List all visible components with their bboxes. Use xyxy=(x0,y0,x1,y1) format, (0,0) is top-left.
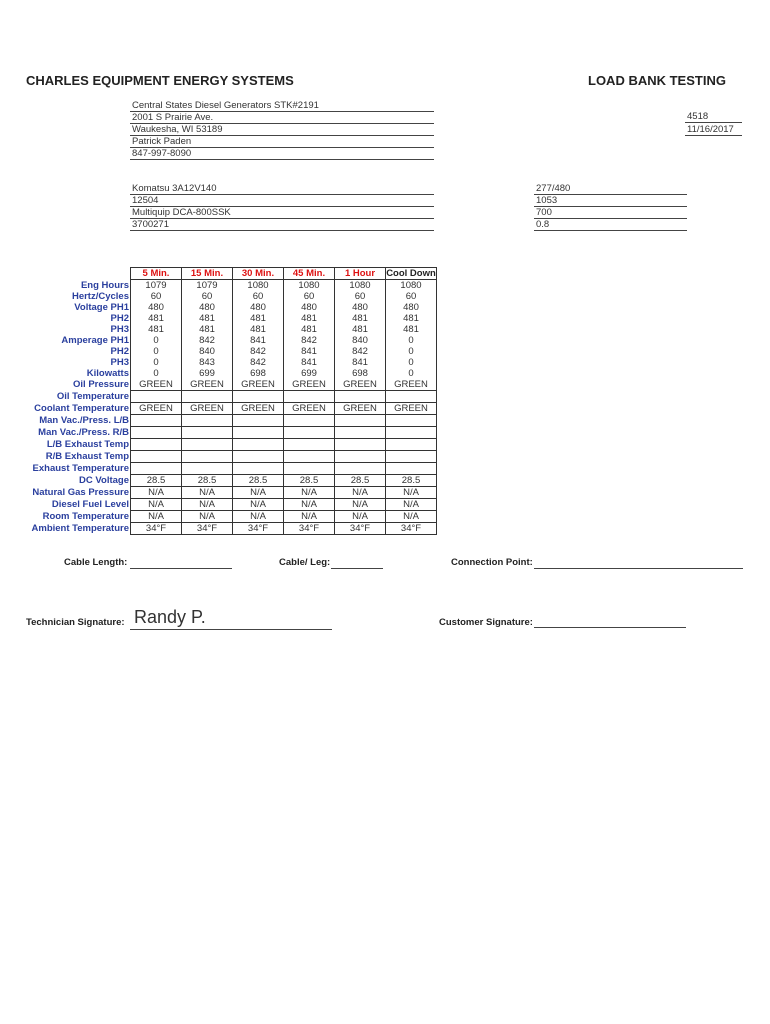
reading-cell[interactable] xyxy=(386,463,437,475)
unit-spec-value: 3700271 xyxy=(130,219,434,231)
reading-cell[interactable]: 481 xyxy=(233,313,284,324)
reading-cell[interactable]: 28.5 xyxy=(284,475,335,487)
test-date-value: 11/16/2017 xyxy=(685,124,742,136)
reading-cell[interactable]: 34°F xyxy=(182,523,233,535)
reading-cell[interactable] xyxy=(386,427,437,439)
reading-cell[interactable] xyxy=(233,451,284,463)
readings-header-row xyxy=(22,268,437,280)
reading-cell[interactable]: 0 xyxy=(386,368,437,379)
reading-cell[interactable] xyxy=(335,427,386,439)
row-label: Diesel Fuel Level xyxy=(22,499,131,511)
reading-cell[interactable]: 28.5 xyxy=(131,475,182,487)
reading-cell[interactable]: 480 xyxy=(233,302,284,313)
reading-cell[interactable]: 60 xyxy=(386,291,437,302)
table-row xyxy=(22,499,437,511)
reading-cell[interactable]: 480 xyxy=(182,302,233,313)
col-1-hour: 1 Hour xyxy=(335,268,386,280)
reading-cell[interactable]: 0 xyxy=(131,346,182,357)
reading-cell[interactable]: GREEN xyxy=(284,379,335,391)
reading-cell[interactable]: 840 xyxy=(335,335,386,346)
row-label: DC Voltage xyxy=(22,475,131,487)
row-label: Ambient Temperature xyxy=(22,523,131,535)
reading-cell[interactable]: 699 xyxy=(182,368,233,379)
reading-cell[interactable]: 28.5 xyxy=(335,475,386,487)
row-label: PH2 xyxy=(22,346,131,357)
row-label: R/B Exhaust Temp xyxy=(22,451,131,463)
kilowatts-value: 700 xyxy=(534,207,687,219)
reading-cell[interactable]: N/A xyxy=(182,487,233,499)
row-label: Amperage PH1 xyxy=(22,335,131,346)
reading-cell[interactable]: 60 xyxy=(233,291,284,302)
reading-cell[interactable]: 60 xyxy=(131,291,182,302)
reading-cell[interactable]: 842 xyxy=(182,335,233,346)
reading-cell[interactable]: GREEN xyxy=(386,403,437,415)
reading-cell[interactable]: 34°F xyxy=(284,523,335,535)
row-label: Voltage PH1 xyxy=(22,302,131,313)
reading-cell[interactable] xyxy=(233,415,284,427)
reading-cell[interactable]: 1080 xyxy=(233,280,284,292)
amperage-value: 1053 xyxy=(534,195,687,207)
reading-cell[interactable]: 481 xyxy=(386,313,437,324)
reading-cell[interactable]: GREEN xyxy=(335,379,386,391)
reading-cell[interactable] xyxy=(182,439,233,451)
row-label: Hertz/Cycles xyxy=(22,291,131,302)
reading-cell[interactable]: GREEN xyxy=(131,403,182,415)
reading-cell[interactable]: N/A xyxy=(131,511,182,523)
table-row xyxy=(22,403,437,415)
reading-cell[interactable]: 60 xyxy=(284,291,335,302)
reading-cell[interactable] xyxy=(182,451,233,463)
row-label: Eng Hours xyxy=(22,280,131,292)
reading-cell[interactable]: 481 xyxy=(131,313,182,324)
reading-cell[interactable]: 481 xyxy=(386,324,437,335)
reading-cell[interactable]: GREEN xyxy=(233,379,284,391)
reading-cell[interactable]: 0 xyxy=(131,368,182,379)
reading-cell[interactable] xyxy=(284,427,335,439)
reading-cell[interactable] xyxy=(182,463,233,475)
reading-cell[interactable]: 480 xyxy=(284,302,335,313)
table-row xyxy=(22,357,437,368)
reading-cell[interactable] xyxy=(233,391,284,403)
customer-value: Central States Diesel Generators STK#2191 xyxy=(130,100,434,112)
reading-cell[interactable]: 0 xyxy=(386,346,437,357)
reading-cell[interactable] xyxy=(131,427,182,439)
reading-cell[interactable]: 841 xyxy=(284,357,335,368)
col-15-min: 15 Min. xyxy=(182,268,233,280)
reading-cell[interactable] xyxy=(233,463,284,475)
reading-cell[interactable] xyxy=(182,415,233,427)
reading-cell[interactable]: 841 xyxy=(284,346,335,357)
reading-cell[interactable]: N/A xyxy=(233,499,284,511)
reading-cell[interactable]: 60 xyxy=(335,291,386,302)
row-label: PH3 xyxy=(22,324,131,335)
reading-cell[interactable]: 480 xyxy=(386,302,437,313)
reading-cell[interactable] xyxy=(386,415,437,427)
reading-cell[interactable]: GREEN xyxy=(131,379,182,391)
table-row xyxy=(22,427,437,439)
reading-cell[interactable]: 698 xyxy=(335,368,386,379)
table-row xyxy=(22,523,437,535)
reading-cell[interactable]: N/A xyxy=(233,511,284,523)
connection-point-label: Connection Point: xyxy=(451,557,533,568)
reading-cell[interactable]: N/A xyxy=(284,499,335,511)
reading-cell[interactable] xyxy=(386,391,437,403)
reading-cell[interactable] xyxy=(131,463,182,475)
reading-cell[interactable]: 699 xyxy=(284,368,335,379)
row-label: Room Temperature xyxy=(22,511,131,523)
table-row xyxy=(22,346,437,357)
col-45-min: 45 Min. xyxy=(284,268,335,280)
reading-cell[interactable] xyxy=(335,391,386,403)
reading-cell[interactable]: GREEN xyxy=(284,403,335,415)
row-label: Oil Temperature xyxy=(22,391,131,403)
reading-cell[interactable]: 1080 xyxy=(284,280,335,292)
reading-cell[interactable] xyxy=(386,439,437,451)
reading-cell[interactable]: N/A xyxy=(335,487,386,499)
reading-cell[interactable]: 481 xyxy=(233,324,284,335)
company-name: CHARLES EQUIPMENT ENERGY SYSTEMS xyxy=(26,73,294,88)
reading-cell[interactable]: GREEN xyxy=(335,403,386,415)
reading-cell[interactable]: 28.5 xyxy=(386,475,437,487)
row-label: Coolant Temperature xyxy=(22,403,131,415)
reading-cell[interactable]: 28.5 xyxy=(233,475,284,487)
reading-cell[interactable] xyxy=(284,451,335,463)
reading-cell[interactable]: 481 xyxy=(335,313,386,324)
reading-cell[interactable]: 28.5 xyxy=(182,475,233,487)
reading-cell[interactable]: 481 xyxy=(182,324,233,335)
unit-make-value: Multiquip DCA-800SSK xyxy=(130,207,434,219)
readings-table xyxy=(22,267,437,535)
reading-cell[interactable] xyxy=(131,451,182,463)
reading-cell[interactable]: N/A xyxy=(131,487,182,499)
reading-cell[interactable]: N/A xyxy=(386,499,437,511)
address-value: 2001 S Prairie Ave. xyxy=(130,112,434,124)
reading-cell[interactable]: 842 xyxy=(233,346,284,357)
reading-cell[interactable] xyxy=(131,439,182,451)
reading-cell[interactable]: 0 xyxy=(386,357,437,368)
technician-signature-line[interactable] xyxy=(130,629,332,630)
engine-make-value: Komatsu 3A12V140 xyxy=(130,183,434,195)
reading-cell[interactable] xyxy=(284,391,335,403)
row-label: Oil Pressure xyxy=(22,379,131,391)
engine-spec-value: 12504 xyxy=(130,195,434,207)
table-row xyxy=(22,313,437,324)
reading-cell[interactable]: 0 xyxy=(386,335,437,346)
reading-cell[interactable] xyxy=(284,463,335,475)
customer-signature-label: Customer Signature: xyxy=(439,617,533,628)
reading-cell[interactable]: GREEN xyxy=(386,379,437,391)
reading-cell[interactable] xyxy=(335,463,386,475)
row-label: Exhaust Temperature xyxy=(22,463,131,475)
reading-cell[interactable]: 34°F xyxy=(386,523,437,535)
reading-cell[interactable]: 481 xyxy=(131,324,182,335)
reading-cell[interactable]: GREEN xyxy=(182,403,233,415)
reading-cell[interactable]: 34°F xyxy=(233,523,284,535)
reading-cell[interactable]: 842 xyxy=(335,346,386,357)
reading-cell[interactable]: 60 xyxy=(182,291,233,302)
reading-cell[interactable] xyxy=(182,391,233,403)
row-label: Man Vac./Press. R/B xyxy=(22,427,131,439)
reading-cell[interactable]: N/A xyxy=(335,511,386,523)
reading-cell[interactable]: 481 xyxy=(335,324,386,335)
row-label: PH2 xyxy=(22,313,131,324)
reading-cell[interactable]: N/A xyxy=(284,511,335,523)
reading-cell[interactable]: 842 xyxy=(284,335,335,346)
row-label: Natural Gas Pressure xyxy=(22,487,131,499)
reading-cell[interactable] xyxy=(131,415,182,427)
contact-value: Patrick Paden xyxy=(130,136,434,148)
document-title: LOAD BANK TESTING xyxy=(588,73,726,88)
reading-cell[interactable] xyxy=(233,439,284,451)
table-row xyxy=(22,280,437,292)
row-label: PH3 xyxy=(22,357,131,368)
reading-cell[interactable]: 480 xyxy=(335,302,386,313)
reading-cell[interactable]: 34°F xyxy=(335,523,386,535)
reading-cell[interactable]: N/A xyxy=(284,487,335,499)
reading-cell[interactable]: 1079 xyxy=(182,280,233,292)
technician-signature: Randy P. xyxy=(134,607,206,627)
col-cool-down: Cool Down xyxy=(386,268,436,279)
row-label: Man Vac./Press. L/B xyxy=(22,415,131,427)
reading-cell[interactable]: 34°F xyxy=(131,523,182,535)
reading-cell[interactable]: N/A xyxy=(182,499,233,511)
reading-cell[interactable] xyxy=(335,415,386,427)
city-value: Waukesha, WI 53189 xyxy=(130,124,434,136)
col-30-min: 30 Min. xyxy=(233,268,284,280)
phone-value: 847-997-8090 xyxy=(130,148,434,160)
reading-cell[interactable]: 0 xyxy=(131,357,182,368)
reading-cell[interactable] xyxy=(182,427,233,439)
row-label: Kilowatts xyxy=(22,368,131,379)
table-row xyxy=(22,475,437,487)
reading-cell[interactable]: 843 xyxy=(182,357,233,368)
reading-cell[interactable]: 1080 xyxy=(335,280,386,292)
col-5-min: 5 Min. xyxy=(131,268,182,280)
r-number-value: 4518 xyxy=(685,111,742,123)
reading-cell[interactable] xyxy=(335,439,386,451)
row-label: L/B Exhaust Temp xyxy=(22,439,131,451)
reading-cell[interactable]: 840 xyxy=(182,346,233,357)
readings-corner xyxy=(22,268,131,280)
table-row xyxy=(22,368,437,379)
table-row xyxy=(22,439,437,451)
reading-cell[interactable]: GREEN xyxy=(233,403,284,415)
reading-cell[interactable]: 841 xyxy=(233,335,284,346)
cable-leg-field[interactable] xyxy=(331,557,383,569)
reading-cell[interactable]: N/A xyxy=(182,511,233,523)
reading-cell[interactable]: 1079 xyxy=(131,280,182,292)
reading-cell[interactable]: 0 xyxy=(131,335,182,346)
reading-cell[interactable]: 480 xyxy=(131,302,182,313)
reading-cell[interactable] xyxy=(284,439,335,451)
reading-cell[interactable]: N/A xyxy=(131,499,182,511)
reading-cell[interactable]: 698 xyxy=(233,368,284,379)
connection-point-field[interactable] xyxy=(534,557,743,569)
customer-signature-line[interactable] xyxy=(534,627,686,628)
table-row xyxy=(22,487,437,499)
reading-cell[interactable] xyxy=(284,415,335,427)
cable-length-field[interactable] xyxy=(130,557,232,569)
reading-cell[interactable]: GREEN xyxy=(182,379,233,391)
table-row xyxy=(22,379,437,391)
table-row xyxy=(22,291,437,302)
reading-cell[interactable]: 841 xyxy=(335,357,386,368)
voltage-value: 277/480 xyxy=(534,183,687,195)
reading-cell[interactable]: 481 xyxy=(182,313,233,324)
reading-cell[interactable]: N/A xyxy=(386,487,437,499)
table-row xyxy=(22,415,437,427)
reading-cell[interactable] xyxy=(335,451,386,463)
table-row xyxy=(22,511,437,523)
reading-cell[interactable]: N/A xyxy=(386,511,437,523)
table-row xyxy=(22,302,437,313)
reading-cell[interactable] xyxy=(233,427,284,439)
table-row xyxy=(22,335,437,346)
reading-cell[interactable]: 481 xyxy=(284,324,335,335)
table-row xyxy=(22,324,437,335)
reading-cell[interactable]: 481 xyxy=(284,313,335,324)
reading-cell[interactable]: N/A xyxy=(233,487,284,499)
reading-cell[interactable]: 1080 xyxy=(386,280,437,292)
table-row xyxy=(22,451,437,463)
cable-leg-label: Cable/ Leg: xyxy=(279,557,331,568)
reading-cell[interactable]: N/A xyxy=(335,499,386,511)
reading-cell[interactable]: 842 xyxy=(233,357,284,368)
reading-cell[interactable] xyxy=(131,391,182,403)
table-row xyxy=(22,463,437,475)
technician-signature-label: Technician Signature: xyxy=(26,617,125,628)
table-row xyxy=(22,391,437,403)
power-factor-value: 0.8 xyxy=(534,219,687,231)
cable-length-label: Cable Length: xyxy=(64,557,128,568)
reading-cell[interactable] xyxy=(386,451,437,463)
